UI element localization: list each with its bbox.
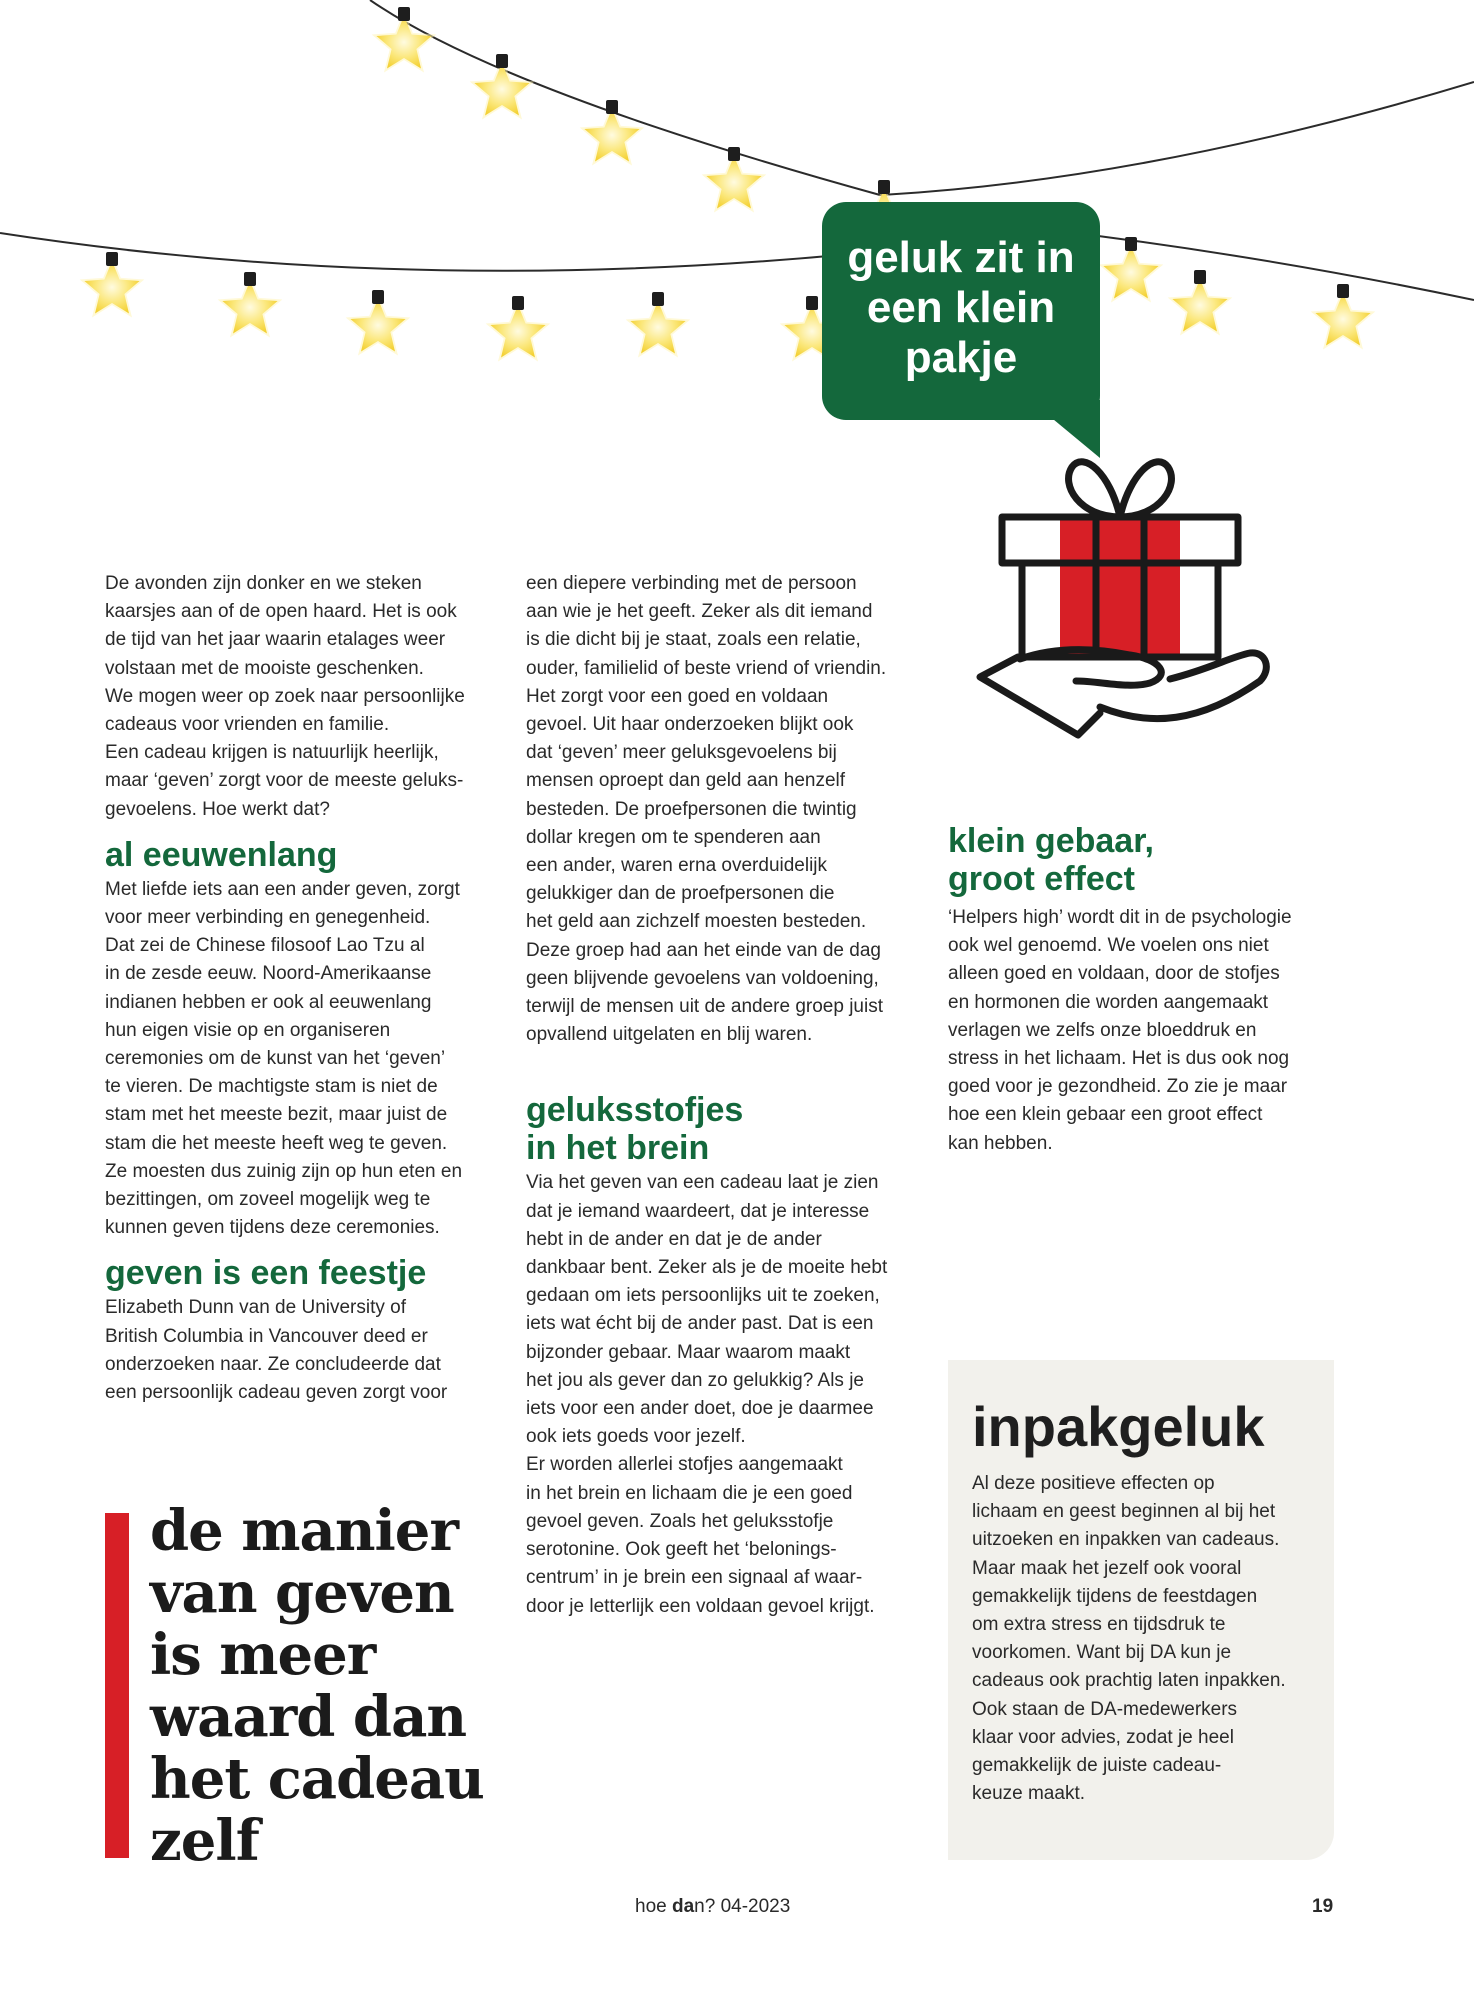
section-body-al-eeuwenlang: Met liefde iets aan een ander geven, zorgt voor meer verbinding en genegenheid. Dat zei de Chinese filosoof Lao Tzu al in de zesde eeuw. Noord-Amerikaanse indianen hebben er ook al eeuwenlang hun eigen visie op en organiseren ceremonies om de kunst van het ‘geven’ te vieren. De machtigste stam is niet de stam met het meeste bezit, maar juist de stam die het meeste heeft weg te geven. Ze moesten dus zuinig zijn op hun eten en bezittingen, om zoveel mogelijk weg te kunnen geven tijdens deze ceremonies. [105, 878, 463, 1239]
quote-accent-bar [105, 1513, 129, 1858]
star-light-icon [1099, 237, 1164, 303]
section-body-klein-gebaar: ‘Helpers high’ wordt dit in de psychologie ook wel genoemd. We voelen ons niet alleen goed en voldaan, door de stofjes en hormonen die worden aangemaakt verlagen we zelfs onze bloeddruk en stress in het lichaam. Het is dus ook nog goed voor je gezondheid. Zo zie je maar hoe een klein gebaar een groot effect kan hebben. [948, 907, 1292, 1154]
star-light-icon [1311, 284, 1376, 350]
section-heading-klein-gebaar: klein gebaar, groot effect [948, 822, 1154, 898]
light-string-upper [370, 0, 1474, 195]
box-body: Al deze positieve effecten op lichaam en geest beginnen al bij het uitzoeken en inpakken van cadeaus. Maar maak het jezelf ook vooral gemakkelijk tijdens de feestdagen om extra stress en tijdsdruk te voorkomen. Want bij DA kun je cadeaus ook prachtig laten inpakken. Ook staan de DA-medewerkers klaar voor advies, zodat je heel gemakkelijk de juiste cadeau- keuze maakt. [972, 1473, 1286, 1805]
star-light-icon [486, 296, 551, 362]
star-light-icon [580, 100, 645, 166]
bubble-line-3: pakje [904, 333, 1018, 382]
section-heading-geluksstofjes: geluksstofjes in het brein [526, 1091, 744, 1168]
intro-paragraph: De avonden zijn donker en we steken kaarsjes aan of de open haard. Het is ook de tijd van het jaar waarin etalages weer volstaan met de mooiste geschenken. We mogen weer op zoek naar persoonlijke cadeaus voor vrienden en familie. Een cadeau krijgen is natuurlijk heerlijk, maar ‘geven’ zorgt voor de meeste geluks- gevoelens. Hoe werkt dat? [105, 573, 465, 820]
bubble-line-1: geluk zit in [847, 233, 1075, 282]
box-title: inpakgeluk [972, 1395, 1265, 1458]
star-light-icon [80, 252, 145, 318]
column-2-continued-text: een diepere verbinding met de persoon aan wie je het geeft. Zeker als dit iemand is die dicht bij je staat, zoals een relatie, ouder, familielid of beste vriend of vriendin. Het zorgt voor een goed en voldaan gevoel. Uit haar onderzoeken blijkt ook dat ‘geven’ meer geluksgevoelens bij mensen oproept dan geld aan henzelf besteden. De proefpersonen die twintig dollar kregen om te spenderen aan een ander, waren erna overduidelijk gelukkiger dan de proefpersonen die het geld aan zichzelf moesten besteden. Deze groep had aan het einde van de dag geen blijvende gevoelens van voldoening, terwijl de mensen uit de andere groep juist opvallend uitgelaten en blij waren. [526, 573, 887, 1046]
column-2 [526, 570, 926, 1621]
column-1 [105, 570, 495, 1407]
pull-quote: de manier van geven is meer waard dan het cadeau zelf [150, 1498, 484, 1874]
column-3 [948, 822, 1338, 1158]
section-heading-geven-is-een-feestje: geven is een feestje [105, 1254, 427, 1293]
string-lights-illustration [0, 0, 1474, 400]
section-heading-al-eeuwenlang: al eeuwenlang [105, 835, 338, 874]
star-light-icon [218, 272, 283, 338]
section-body-geluksstofjes: Via het geven van een cadeau laat je zien dat je iemand waardeert, dat je interesse hebt in de ander en dat je de ander dankbaar bent. Zeker als je de moeite hebt gedaan om iets persoonlijks uit te zoeken, iets wat écht bij de ander past. Dat is een bijzonder gebaar. Maar waarom maakt het jou als gever dan zo gelukkig? Als je iets voor een ander doet, doe je daarmee ook iets goeds voor jezelf. Er worden allerlei stofjes aangemaakt in het brein en lichaam die je een goed gevoel geven. Zoals het geluksstofje serotonine. Ook geeft het ‘belonings- centrum’ in je brein een signaal af waar- door je letterlijk een voldaan gevoel krijgt. [526, 1172, 888, 1617]
star-light-icon [346, 290, 411, 356]
magazine-issue-label [635, 1896, 790, 1918]
page-number: 19 [1312, 1896, 1334, 1917]
gift-in-hand-icon [960, 445, 1280, 745]
section-body-geven-is-een-feestje: Elizabeth Dunn van de University of British Columbia in Vancouver deed er onderzoeken naar. Ze concludeerde dat een persoonlijk cadeau geven zorgt voor [105, 1297, 448, 1404]
magazine-name-bold: da [671, 1896, 695, 1917]
light-string-lower [0, 230, 1474, 300]
bubble-line-2: een klein [866, 283, 1056, 332]
star-light-icon [470, 54, 535, 120]
speech-bubble-title [822, 202, 1100, 420]
inpakgeluk-box [948, 1360, 1334, 1860]
star-light-icon [1168, 270, 1233, 336]
star-light-icon [702, 147, 767, 213]
star-light-icon [372, 7, 437, 73]
star-light-icon [626, 292, 691, 358]
magazine-issue: n? 04-2023 [694, 1896, 791, 1917]
magazine-name-pre: hoe [635, 1896, 672, 1917]
